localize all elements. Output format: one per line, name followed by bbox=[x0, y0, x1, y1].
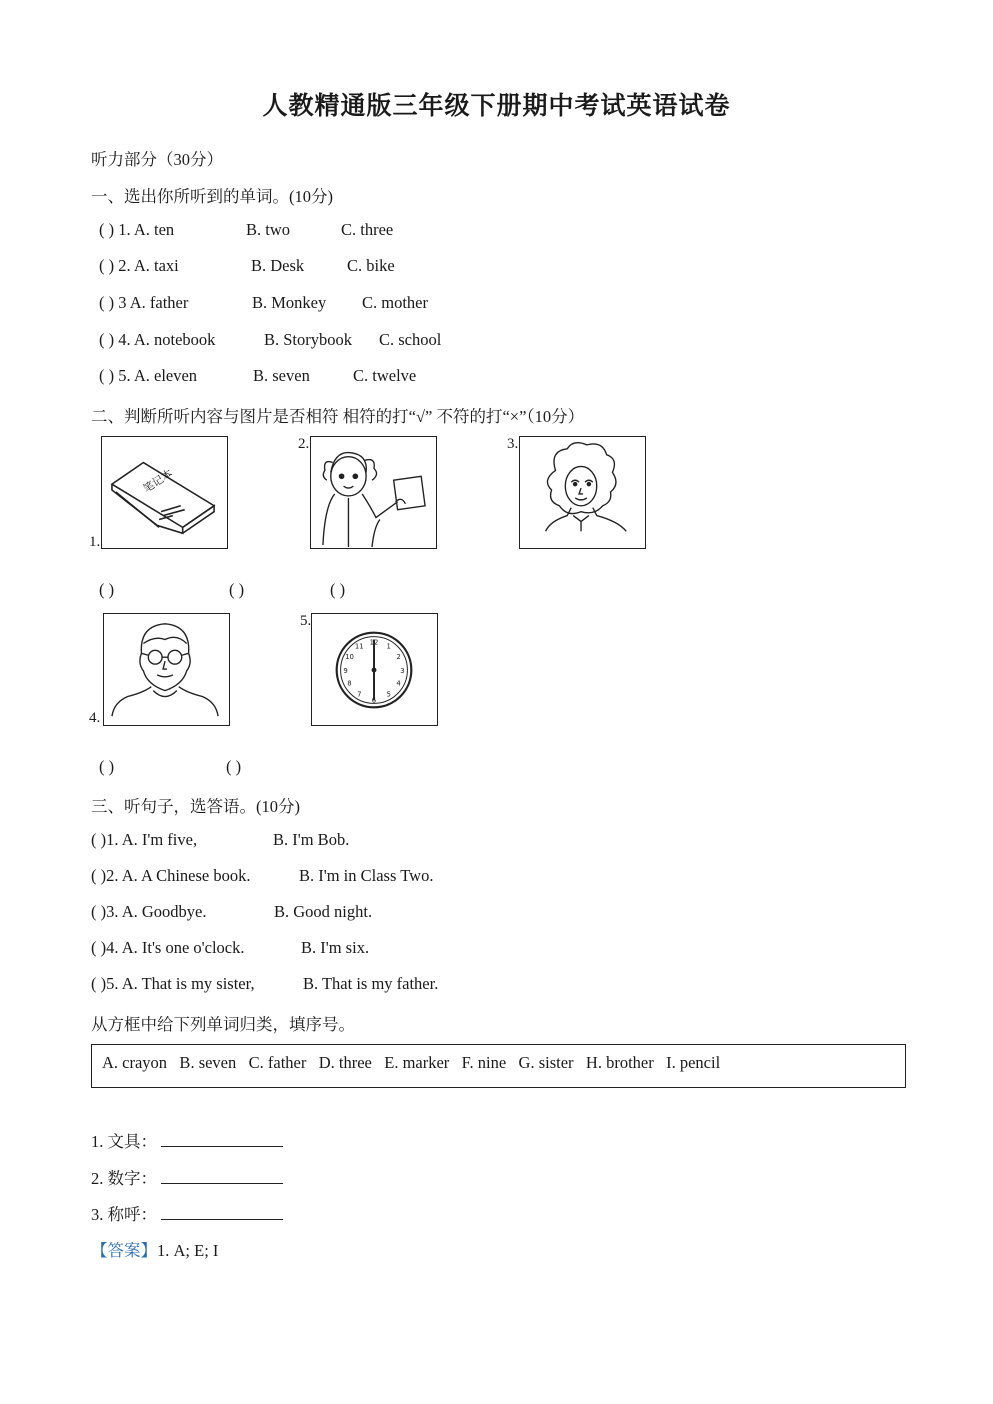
part1-item-b: B. Desk bbox=[251, 256, 305, 275]
clock-six-oclock-picture bbox=[311, 613, 438, 726]
svg-text:4: 4 bbox=[396, 679, 401, 688]
fill-label: 2. 数字： bbox=[91, 1169, 157, 1188]
notebook-cover-text: 笔记本 bbox=[140, 466, 176, 496]
fill-label: 3. 称呼： bbox=[91, 1205, 157, 1224]
svg-text:5: 5 bbox=[386, 690, 391, 699]
part1-item-a: ( ) 4. A. notebook bbox=[99, 330, 216, 349]
svg-text:3: 3 bbox=[400, 666, 405, 675]
part1-item-c: C. school bbox=[379, 330, 442, 349]
part1-item bbox=[99, 256, 599, 278]
svg-text:2: 2 bbox=[396, 653, 401, 662]
picture-label-5: 5. bbox=[300, 613, 312, 629]
part3-item-a: ( )3. A. Goodbye. bbox=[91, 902, 207, 921]
part3-item-b: B. Good night. bbox=[274, 902, 373, 921]
svg-text:11: 11 bbox=[354, 642, 364, 651]
svg-text:8: 8 bbox=[347, 679, 352, 688]
part1-item-c: C. bike bbox=[347, 256, 395, 275]
part1-item-c: C. three bbox=[341, 220, 394, 239]
part3-item-a: ( )2. A. A Chinese book. bbox=[91, 866, 251, 885]
fill-row-stationery bbox=[91, 1128, 283, 1152]
answer-paren-3[interactable]: ( ) bbox=[330, 580, 346, 599]
part3-item-a: ( )4. A. It's one o'clock. bbox=[91, 938, 245, 957]
word-box bbox=[91, 1044, 906, 1088]
woman-curly-hair-picture bbox=[519, 436, 646, 549]
part1-item bbox=[99, 330, 599, 352]
svg-text:12: 12 bbox=[369, 638, 379, 647]
answer-line bbox=[91, 1237, 218, 1261]
part1-item bbox=[99, 366, 599, 388]
girl-holding-card-picture bbox=[310, 436, 437, 549]
part2-heading: 二、判断所听内容与图片是否相符 相符的打“√” 不符的打“×”（10分） bbox=[91, 407, 585, 426]
part1-item-b: B. Storybook bbox=[264, 330, 353, 349]
fill-row-titles bbox=[91, 1201, 283, 1225]
answer-paren-5[interactable]: ( ) bbox=[226, 757, 242, 776]
answer-tag: 【答案】 bbox=[91, 1241, 157, 1260]
part3-heading: 三、听句子，选答语。(10分) bbox=[91, 797, 300, 816]
svg-text:7: 7 bbox=[357, 690, 362, 699]
svg-text:10: 10 bbox=[345, 653, 354, 662]
part1-item-a: ( ) 3 A. father bbox=[99, 293, 189, 312]
part3-item-a: ( )5. A. That is my sister, bbox=[91, 974, 255, 993]
part1-heading: 一、选出你所听到的单词。(10分) bbox=[91, 187, 333, 206]
picture-label-3: 3. bbox=[507, 436, 519, 452]
part1-item bbox=[99, 293, 599, 315]
picture-label-2: 2. bbox=[298, 436, 310, 452]
fill-row-numbers bbox=[91, 1165, 283, 1189]
part1-item bbox=[99, 220, 599, 242]
part1-item-c: C. twelve bbox=[353, 366, 417, 385]
part1-item-a: ( ) 5. A. eleven bbox=[99, 366, 198, 385]
classify-heading: 从方框中给下列单词归类，填序号。 bbox=[91, 1015, 355, 1034]
word-box-text: A. crayon B. seven C. father D. three E. marker F. nine G. sister H. brother I. pencil bbox=[102, 1053, 721, 1072]
svg-text:6: 6 bbox=[371, 696, 377, 705]
picture-label-1: 1. bbox=[89, 534, 101, 550]
answer-text: 1. A; E; I bbox=[157, 1241, 219, 1260]
part1-item-c: C. mother bbox=[362, 293, 428, 312]
part3-item-b: B. I'm Bob. bbox=[273, 830, 350, 849]
part1-item-a: ( ) 1. A. ten bbox=[99, 220, 175, 239]
part1-item-b: B. Monkey bbox=[252, 293, 327, 312]
notebook-picture bbox=[101, 436, 228, 549]
part3-item-b: B. I'm six. bbox=[301, 938, 370, 957]
part3-item-b: B. That is my father. bbox=[303, 974, 439, 993]
answer-paren-1[interactable]: ( ) bbox=[99, 580, 115, 599]
picture-label-4: 4. bbox=[89, 710, 101, 726]
fill-blank[interactable] bbox=[161, 1132, 283, 1147]
svg-text:9: 9 bbox=[343, 666, 348, 675]
svg-text:1: 1 bbox=[386, 642, 391, 651]
answer-paren-2[interactable]: ( ) bbox=[229, 580, 245, 599]
fill-blank[interactable] bbox=[161, 1169, 283, 1184]
part1-item-a: ( ) 2. A. taxi bbox=[99, 256, 179, 275]
part1-item-b: B. seven bbox=[253, 366, 310, 385]
part1-item-b: B. two bbox=[246, 220, 291, 239]
part3-item-a: ( )1. A. I'm five, bbox=[91, 830, 198, 849]
part3-item-b: B. I'm in Class Two. bbox=[299, 866, 434, 885]
answer-paren-4[interactable]: ( ) bbox=[99, 757, 115, 776]
page-title: 人教精通版三年级下册期中考试英语试卷 bbox=[262, 93, 731, 120]
fill-blank[interactable] bbox=[161, 1205, 283, 1220]
fill-label: 1. 文具： bbox=[91, 1132, 157, 1151]
listening-header: 听力部分（30分） bbox=[91, 150, 223, 169]
grandma-glasses-picture bbox=[103, 613, 230, 726]
